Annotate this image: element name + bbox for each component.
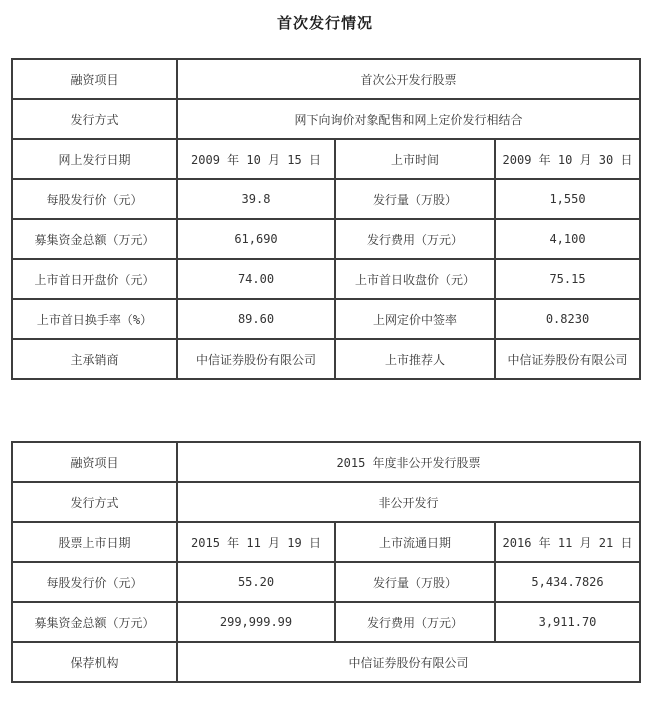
cell-value: 1,550 bbox=[495, 179, 640, 219]
row-label: 上市推荐人 bbox=[335, 339, 495, 379]
cell-value: 非公开发行 bbox=[177, 482, 640, 522]
cell-value: 55.20 bbox=[177, 562, 335, 602]
row-label: 上市首日开盘价（元） bbox=[12, 259, 177, 299]
table-row bbox=[12, 482, 640, 522]
row-label: 融资项目 bbox=[12, 59, 177, 99]
table-row bbox=[12, 562, 640, 602]
cell-value: 4,100 bbox=[495, 219, 640, 259]
cell-value: 5,434.7826 bbox=[495, 562, 640, 602]
cell-value: 299,999.99 bbox=[177, 602, 335, 642]
row-label: 募集资金总额（万元） bbox=[12, 602, 177, 642]
table-row bbox=[12, 259, 640, 299]
cell-value: 中信证券股份有限公司 bbox=[495, 339, 640, 379]
private-placement-table bbox=[11, 441, 641, 683]
row-label: 每股发行价（元） bbox=[12, 179, 177, 219]
table-row bbox=[12, 339, 640, 379]
cell-value: 2015 年 11 月 19 日 bbox=[177, 522, 335, 562]
cell-value: 89.60 bbox=[177, 299, 335, 339]
row-label: 网上发行日期 bbox=[12, 139, 177, 179]
cell-value: 0.8230 bbox=[495, 299, 640, 339]
cell-value: 74.00 bbox=[177, 259, 335, 299]
table-row bbox=[12, 299, 640, 339]
cell-value: 2009 年 10 月 15 日 bbox=[177, 139, 335, 179]
row-label: 发行费用（万元） bbox=[335, 219, 495, 259]
table-row bbox=[12, 179, 640, 219]
table-row bbox=[12, 642, 640, 682]
row-label: 每股发行价（元） bbox=[12, 562, 177, 602]
table-row bbox=[12, 139, 640, 179]
row-label: 融资项目 bbox=[12, 442, 177, 482]
cell-value: 2009 年 10 月 30 日 bbox=[495, 139, 640, 179]
row-label: 发行方式 bbox=[12, 482, 177, 522]
cell-value: 61,690 bbox=[177, 219, 335, 259]
row-label: 上市时间 bbox=[335, 139, 495, 179]
cell-value: 中信证券股份有限公司 bbox=[177, 339, 335, 379]
row-label: 发行方式 bbox=[12, 99, 177, 139]
table-row bbox=[12, 59, 640, 99]
cell-value: 首次公开发行股票 bbox=[177, 59, 640, 99]
table-row bbox=[12, 442, 640, 482]
row-label: 发行量（万股） bbox=[335, 562, 495, 602]
table-row bbox=[12, 522, 640, 562]
cell-value: 75.15 bbox=[495, 259, 640, 299]
row-label: 保荐机构 bbox=[12, 642, 177, 682]
row-label: 发行费用（万元） bbox=[335, 602, 495, 642]
row-label: 上市流通日期 bbox=[335, 522, 495, 562]
cell-value: 2015 年度非公开发行股票 bbox=[177, 442, 640, 482]
row-label: 主承销商 bbox=[12, 339, 177, 379]
row-label: 上市首日换手率（%） bbox=[12, 299, 177, 339]
table-row bbox=[12, 602, 640, 642]
ipo-issuance-table bbox=[11, 58, 641, 380]
row-label: 上市首日收盘价（元） bbox=[335, 259, 495, 299]
row-label: 股票上市日期 bbox=[12, 522, 177, 562]
table-row bbox=[12, 219, 640, 259]
page-title: 首次发行情况 bbox=[276, 14, 373, 32]
cell-value: 网下向询价对象配售和网上定价发行相结合 bbox=[177, 99, 640, 139]
cell-value: 39.8 bbox=[177, 179, 335, 219]
cell-value: 中信证券股份有限公司 bbox=[177, 642, 640, 682]
row-label: 上网定价中签率 bbox=[335, 299, 495, 339]
row-label: 募集资金总额（万元） bbox=[12, 219, 177, 259]
row-label: 发行量（万股） bbox=[335, 179, 495, 219]
table-row bbox=[12, 99, 640, 139]
cell-value: 2016 年 11 月 21 日 bbox=[495, 522, 640, 562]
cell-value: 3,911.70 bbox=[495, 602, 640, 642]
